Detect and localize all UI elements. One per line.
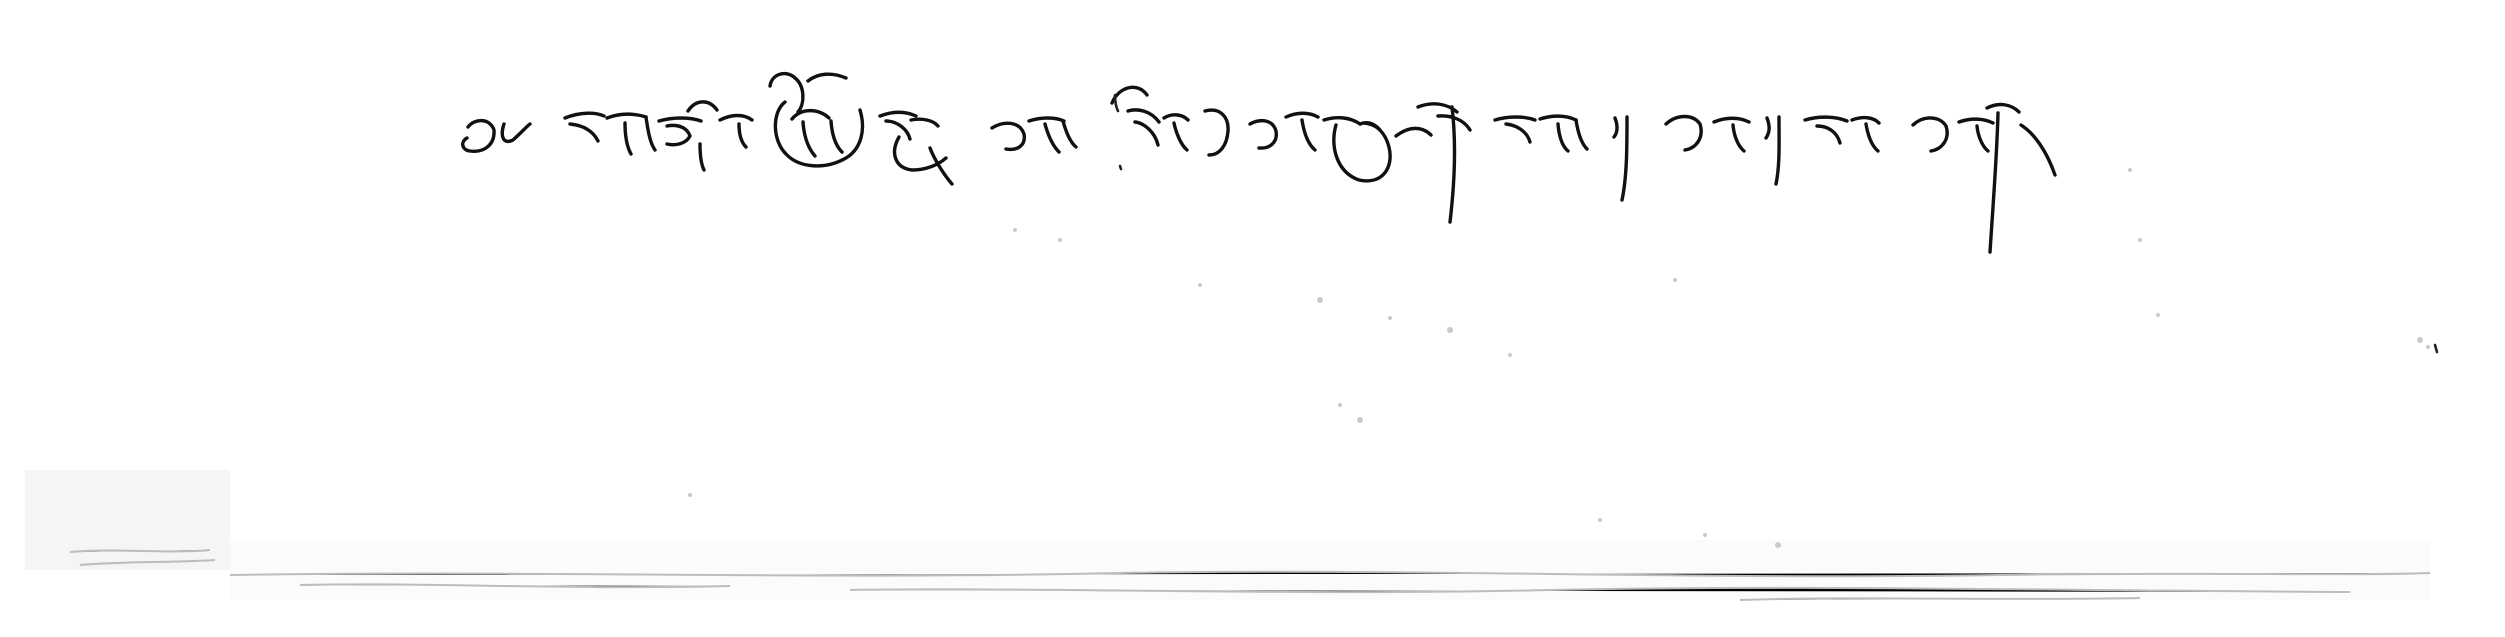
small-ink-marks	[1115, 95, 2437, 352]
handwriting-stroke-group	[463, 74, 2055, 252]
